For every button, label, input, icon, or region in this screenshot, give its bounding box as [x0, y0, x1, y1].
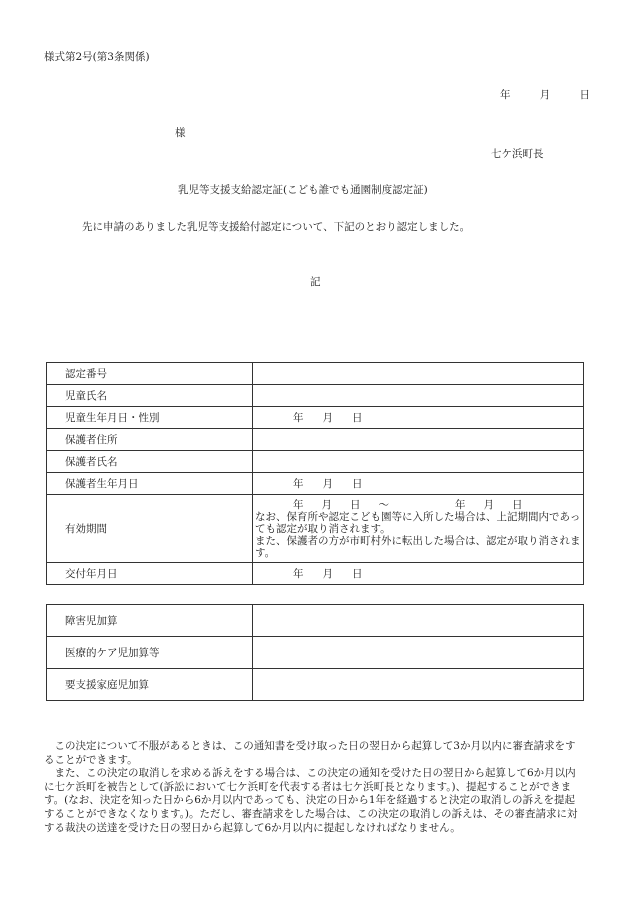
date-placeholder	[255, 476, 363, 491]
table-row	[47, 495, 584, 563]
row-label: 医療的ケア児加算等	[47, 637, 253, 669]
document-title: 乳児等支援支給認定証(こども誰でも通園制度認定証)	[178, 184, 428, 196]
table-row	[47, 451, 584, 473]
day-label: 日	[579, 89, 590, 101]
period-gap	[407, 499, 437, 511]
year-label: 年	[293, 498, 304, 511]
row-value	[253, 429, 584, 451]
table-row	[47, 407, 584, 429]
row-value	[253, 363, 584, 385]
table-row	[47, 563, 584, 585]
table-row	[47, 385, 584, 407]
intro-text: 先に申請のありました乳児等支援給付認定について、下記のとおり認定しました。	[82, 221, 471, 233]
day-label: 日	[352, 412, 363, 424]
month-label: 月	[322, 568, 333, 580]
year-label: 年	[293, 412, 304, 424]
day-label: 日	[352, 568, 363, 580]
period-range	[255, 499, 583, 511]
date-placeholder	[255, 566, 363, 581]
appeal-paragraph-2: また、この決定の取消しを求める訴えをする場合は、この決定の通知を受けた日の翌日から起算して6か月以内に七ケ浜町を被告として(訴訟において七ケ浜町を代表する者は七ケ浜町長となります。)、提起することができます。(なお、決定を知った日から6か月以内であっても、決定の日から1年を経過すると決定の取消しの訴えを提起することができなくなります。)。ただし、審査請求をした場合は、この決定の取消しの訴えは、その審査請求に対する裁決の送達を受けた日の翌日から起算して6か月以内に提起しなければなりません。	[44, 767, 578, 834]
table-row	[47, 637, 584, 669]
row-value	[253, 563, 584, 585]
row-label: 保護者氏名	[47, 451, 253, 473]
table-row	[47, 669, 584, 701]
row-label: 保護者住所	[47, 429, 253, 451]
row-value	[253, 637, 584, 669]
month-label: 月	[321, 498, 332, 511]
table-row	[47, 429, 584, 451]
month-label: 月	[322, 478, 333, 490]
row-label: 保護者生年月日	[47, 473, 253, 495]
row-value	[253, 451, 584, 473]
row-value	[253, 407, 584, 429]
table-row	[47, 363, 584, 385]
day-label: 日	[350, 498, 361, 511]
period-note-moveout: また、保護者の方が市町村外に転出した場合は、認定が取り消されます。	[255, 534, 581, 559]
year-label: 年	[500, 89, 511, 101]
row-value	[253, 669, 584, 701]
addressee-suffix: 様	[175, 127, 186, 139]
day-label: 日	[352, 478, 363, 490]
additions-table	[46, 604, 584, 701]
row-label: 認定番号	[47, 363, 253, 385]
month-label: 月	[322, 412, 333, 424]
table-row	[47, 605, 584, 637]
certification-table	[46, 362, 584, 585]
day-label: 日	[512, 498, 523, 511]
appeal-paragraph-1: この決定について不服があるときは、この通知書を受け取った日の翌日から起算して3か月以内に審査請求をすることができます。	[44, 740, 576, 766]
year-label: 年	[293, 478, 304, 490]
period-note-admission: なお、保育所や認定こども園等に入所した場合は、上記期間内であっても認定が取り消されます。	[255, 510, 581, 535]
date-placeholder	[255, 410, 363, 425]
appeal-notice	[44, 740, 584, 835]
row-label: 要支援家庭児加算	[47, 669, 253, 701]
period-separator: ～	[378, 498, 389, 511]
issue-date	[500, 87, 590, 102]
row-value	[253, 385, 584, 407]
month-label: 月	[539, 89, 551, 101]
year-label: 年	[455, 498, 466, 511]
form-number: 様式第2号(第3条関係)	[44, 51, 150, 63]
issuer-name: 七ケ浜町長	[491, 148, 544, 160]
ki-heading: 記	[310, 276, 321, 288]
month-label: 月	[483, 498, 494, 511]
row-label: 交付年月日	[47, 563, 253, 585]
year-label: 年	[293, 568, 304, 580]
row-label: 障害児加算	[47, 605, 253, 637]
row-label: 有効期間	[47, 495, 253, 563]
row-value	[253, 495, 584, 563]
row-value	[253, 605, 584, 637]
table-row	[47, 473, 584, 495]
row-label: 児童氏名	[47, 385, 253, 407]
row-label: 児童生年月日・性別	[47, 407, 253, 429]
row-value	[253, 473, 584, 495]
